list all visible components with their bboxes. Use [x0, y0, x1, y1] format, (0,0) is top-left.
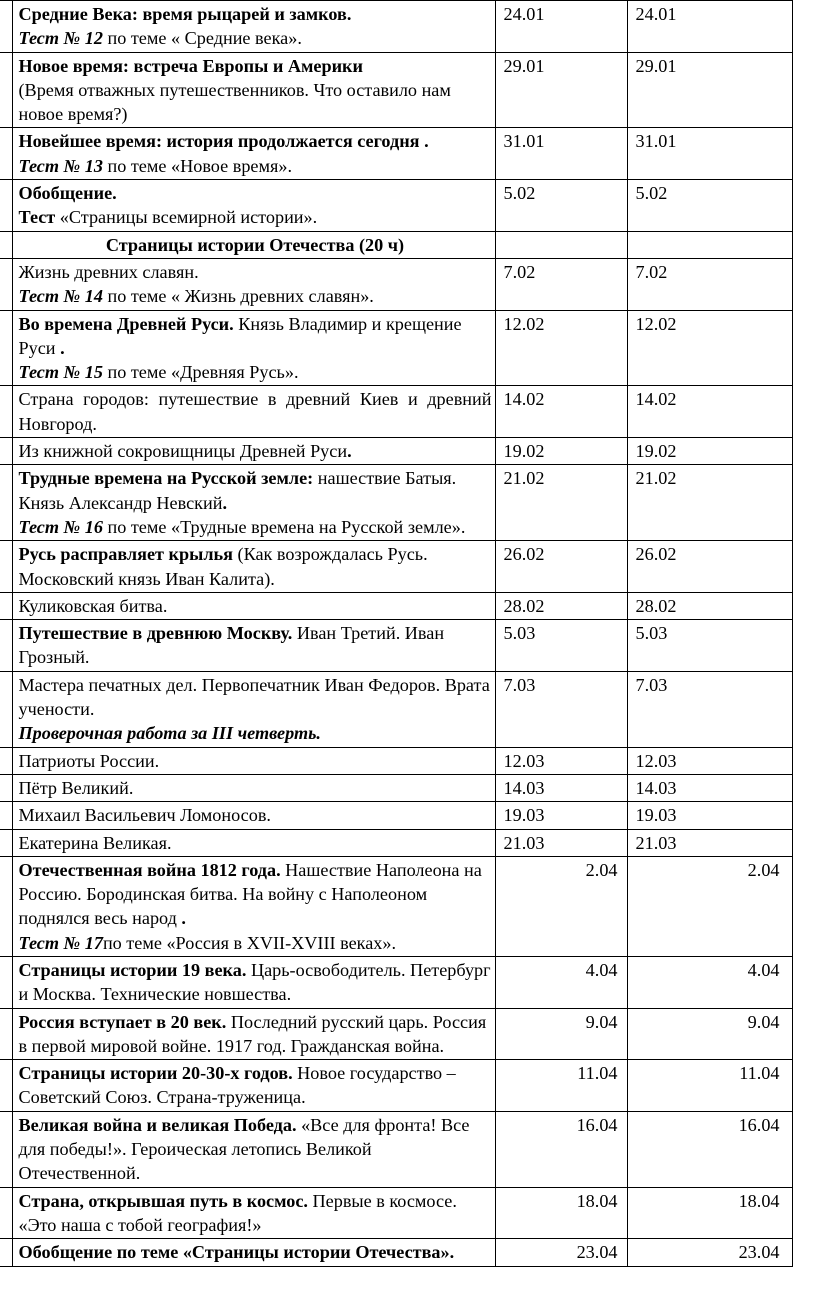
planned-date-cell: 14.03 [495, 774, 627, 801]
lesson-topic-cell [12, 386, 495, 438]
actual-date-cell: 28.02 [627, 592, 792, 619]
row-gutter [0, 1111, 12, 1187]
row-gutter [0, 128, 12, 180]
lesson-topic-cell [12, 1239, 495, 1266]
actual-date-cell: 14.02 [627, 386, 792, 438]
row-gutter [0, 774, 12, 801]
lesson-text: нашествие Батыя. Князь Александр Невский [18, 468, 457, 513]
lesson-topic-cell [12, 774, 495, 801]
row-gutter [0, 386, 12, 438]
row-gutter [0, 310, 12, 386]
lesson-title: Трудные времена на Русской земле: [18, 468, 314, 489]
planned-date-cell: 14.02 [495, 386, 627, 438]
planned-date-cell: 5.03 [495, 620, 627, 672]
actual-date-cell: 19.03 [627, 802, 792, 829]
section-title: Страницы истории Отечества (20 ч) [12, 231, 495, 258]
row-gutter [0, 541, 12, 593]
lesson-row [0, 180, 792, 232]
actual-date-cell: 7.03 [627, 671, 792, 747]
lesson-text: Новое государство – Советский Союз. Страна-труженица. [18, 1063, 456, 1108]
lesson-text: Пётр Великий. [18, 777, 134, 798]
lesson-row [0, 620, 792, 672]
lesson-text: Из книжной сокровищницы Древней Руси [18, 441, 348, 462]
test-label: Тест № 17 [18, 932, 103, 953]
lesson-topic-cell [12, 465, 495, 541]
row-gutter [0, 1187, 12, 1239]
lesson-text: (Как возрождалась Русь. Московский князь Иван Калита). [18, 544, 428, 589]
lesson-title: Страницы истории 20-30-х годов. [18, 1063, 293, 1084]
actual-date-cell: 12.03 [627, 747, 792, 774]
planned-date-cell: 31.01 [495, 128, 627, 180]
lesson-text: Мастера печатных дел. Первопечатник Иван Федоров. Врата учености. [18, 674, 490, 720]
lesson-topic-cell [12, 1111, 495, 1187]
lesson-text: Князь Владимир и крещение Руси [18, 313, 462, 358]
planned-date-cell: 4.04 [495, 956, 627, 1008]
actual-date-cell: 5.03 [627, 620, 792, 672]
planned-date-cell: 26.02 [495, 541, 627, 593]
lesson-row [0, 1111, 792, 1187]
lesson-title: Русь расправляет крылья [18, 544, 233, 565]
lesson-topic-cell [12, 1, 495, 53]
actual-date-cell: 12.02 [627, 310, 792, 386]
lesson-title: Россия вступает в 20 век. [18, 1011, 227, 1032]
lesson-row [0, 1008, 792, 1060]
lesson-row [0, 1239, 792, 1266]
lesson-topic-cell [12, 747, 495, 774]
schedule-body [0, 1, 792, 1267]
actual-date-cell: 29.01 [627, 52, 792, 128]
planned-date-cell: 24.01 [495, 1, 627, 53]
row-gutter [0, 956, 12, 1008]
actual-date-cell: 21.03 [627, 829, 792, 856]
lesson-title: Путешествие в древнюю Москву. [18, 623, 293, 644]
lesson-topic-cell [12, 52, 495, 128]
lesson-text: по теме « Жизнь древних славян». [102, 286, 374, 307]
lesson-topic-cell [12, 1060, 495, 1112]
lesson-text: Последний русский царь. Россия в первой мировой войне. 1917 год. Гражданская война. [18, 1011, 487, 1056]
actual-date-cell: 16.04 [627, 1111, 792, 1187]
lesson-topic-cell [12, 956, 495, 1008]
lesson-text: Патриоты России. [18, 750, 160, 771]
row-gutter [0, 829, 12, 856]
lesson-row [0, 386, 792, 438]
lesson-text: по теме «Трудные времена на Русской земле». [102, 516, 466, 537]
lesson-topic-cell [12, 180, 495, 232]
lesson-topic-cell [12, 1008, 495, 1060]
planned-date-cell: 21.03 [495, 829, 627, 856]
lesson-row [0, 438, 792, 465]
planned-date-cell: 28.02 [495, 592, 627, 619]
lesson-text: Нашествие Наполеона на Россию. Бородинская битва. На войну с Наполеоном поднялся весь народ [18, 859, 482, 929]
row-gutter [0, 1, 12, 53]
test-label: Проверочная работа за III четверть. [18, 723, 321, 744]
lesson-row [0, 1060, 792, 1112]
lesson-text: Екатерина Великая. [18, 832, 172, 853]
row-gutter [0, 1060, 12, 1112]
planned-date-cell: 23.04 [495, 1239, 627, 1266]
lesson-row [0, 671, 792, 747]
lesson-title: . [60, 337, 65, 358]
planned-date-cell: 21.02 [495, 465, 627, 541]
actual-date-cell: 7.02 [627, 258, 792, 310]
lesson-topic-cell [12, 258, 495, 310]
lesson-title: Новейшее время: история продолжается сегодня . [18, 131, 429, 152]
row-gutter [0, 1239, 12, 1266]
planned-date-cell: 19.02 [495, 438, 627, 465]
lesson-topic-cell [12, 1187, 495, 1239]
row-gutter [0, 747, 12, 774]
actual-date-cell: 4.04 [627, 956, 792, 1008]
section-header-row [0, 231, 792, 258]
lesson-title: Во времена Древней Руси. [18, 313, 234, 334]
lesson-row [0, 541, 792, 593]
lesson-row [0, 956, 792, 1008]
lesson-row [0, 829, 792, 856]
test-label: Тест № 12 [18, 28, 103, 49]
lesson-text: по теме «Древняя Русь». [102, 362, 299, 383]
lesson-topic-cell [12, 438, 495, 465]
planned-date-cell: 9.04 [495, 1008, 627, 1060]
lesson-title: Страницы истории 19 века. [18, 959, 247, 980]
row-gutter [0, 620, 12, 672]
planned-date-cell: 11.04 [495, 1060, 627, 1112]
lesson-title: . [222, 492, 228, 513]
planned-date-cell: 7.02 [495, 258, 627, 310]
test-label: Тест № 13 [18, 155, 103, 176]
lesson-title: Тест [18, 207, 56, 228]
row-gutter [0, 465, 12, 541]
lesson-topic-cell [12, 541, 495, 593]
planned-date-cell: 7.03 [495, 671, 627, 747]
lesson-row [0, 310, 792, 386]
lesson-row [0, 465, 792, 541]
row-gutter [0, 802, 12, 829]
lesson-row [0, 747, 792, 774]
actual-date-cell: 18.04 [627, 1187, 792, 1239]
lesson-title: Обобщение по теме «Страницы истории Отечества». [18, 1242, 455, 1263]
lesson-title: Новое время: встреча Европы и Америки [18, 55, 364, 76]
lesson-title: . [347, 441, 352, 462]
actual-date-cell: 26.02 [627, 541, 792, 593]
lesson-title: Отечественная война 1812 года. [18, 859, 281, 880]
lesson-row [0, 856, 792, 956]
actual-date-cell: 19.02 [627, 438, 792, 465]
lesson-row [0, 1187, 792, 1239]
lesson-row [0, 52, 792, 128]
lesson-row [0, 802, 792, 829]
actual-date-cell: 24.01 [627, 1, 792, 53]
lesson-text: Жизнь древних славян. [18, 261, 199, 282]
actual-date-cell: 11.04 [627, 1060, 792, 1112]
planned-date-cell: 16.04 [495, 1111, 627, 1187]
actual-date-cell: 5.02 [627, 180, 792, 232]
actual-date-cell: 23.04 [627, 1239, 792, 1266]
lesson-text: по теме « Средние века». [102, 28, 302, 49]
planned-date-cell: 19.03 [495, 802, 627, 829]
lesson-topic-cell [12, 128, 495, 180]
lesson-text: по теме «Россия в XVII-XVIII веках». [102, 932, 397, 953]
lesson-text: Первые в космосе. «Это наша с тобой география!» [18, 1190, 457, 1235]
empty-date-cell [495, 231, 627, 258]
lesson-topic-cell [12, 592, 495, 619]
test-label: Тест № 14 [18, 286, 103, 307]
actual-date-cell: 2.04 [627, 856, 792, 956]
lesson-topic-cell [12, 671, 495, 747]
planned-date-cell: 2.04 [495, 856, 627, 956]
lesson-text: Царь-освободитель. Петербург и Москва. Технические новшества. [18, 959, 491, 1005]
lesson-title: Обобщение. [18, 183, 117, 204]
lesson-topic-cell [12, 310, 495, 386]
row-gutter [0, 856, 12, 956]
lesson-row [0, 774, 792, 801]
row-gutter [0, 180, 12, 232]
planned-date-cell: 5.02 [495, 180, 627, 232]
row-gutter [0, 438, 12, 465]
lesson-topic-cell [12, 856, 495, 956]
actual-date-cell: 21.02 [627, 465, 792, 541]
test-label: Тест № 16 [18, 516, 103, 537]
lesson-text: Куликовская битва. [18, 595, 168, 616]
lesson-title: Великая война и великая Победа. [18, 1114, 297, 1135]
lesson-row [0, 128, 792, 180]
row-gutter [0, 231, 12, 258]
actual-date-cell: 31.01 [627, 128, 792, 180]
lesson-row [0, 1, 792, 53]
lesson-text: «Страницы всемирной истории». [55, 207, 318, 228]
row-gutter [0, 592, 12, 619]
empty-date-cell [627, 231, 792, 258]
row-gutter [0, 258, 12, 310]
row-gutter [0, 52, 12, 128]
planned-date-cell: 18.04 [495, 1187, 627, 1239]
actual-date-cell: 9.04 [627, 1008, 792, 1060]
lesson-row [0, 258, 792, 310]
planned-date-cell: 29.01 [495, 52, 627, 128]
lesson-title: Страна, открывшая путь в космос. [18, 1190, 308, 1211]
row-gutter [0, 1008, 12, 1060]
lesson-topic-cell [12, 829, 495, 856]
planned-date-cell: 12.03 [495, 747, 627, 774]
lesson-topic-cell [12, 620, 495, 672]
lesson-text: Михаил Васильевич Ломоносов. [18, 805, 271, 826]
lesson-title: . [181, 908, 186, 929]
test-label: Тест № 15 [18, 362, 103, 383]
lesson-text: «Все для фронта! Все для победы!». Героическая летопись Великой Отечественной. [18, 1114, 470, 1184]
actual-date-cell: 14.03 [627, 774, 792, 801]
lesson-text: Страна городов: путешествие в древний Киев и древний Новгород. [18, 389, 492, 434]
lesson-topic-cell [12, 802, 495, 829]
lesson-text: (Время отважных путешественников. Что оставило нам новое время?) [18, 79, 451, 125]
row-gutter [0, 671, 12, 747]
lesson-text: Иван Третий. Иван Грозный. [18, 623, 445, 668]
planned-date-cell: 12.02 [495, 310, 627, 386]
lesson-text: по теме «Новое время». [102, 155, 292, 176]
lesson-title: Средние Века: время рыцарей и замков. [18, 4, 352, 24]
lesson-row [0, 592, 792, 619]
